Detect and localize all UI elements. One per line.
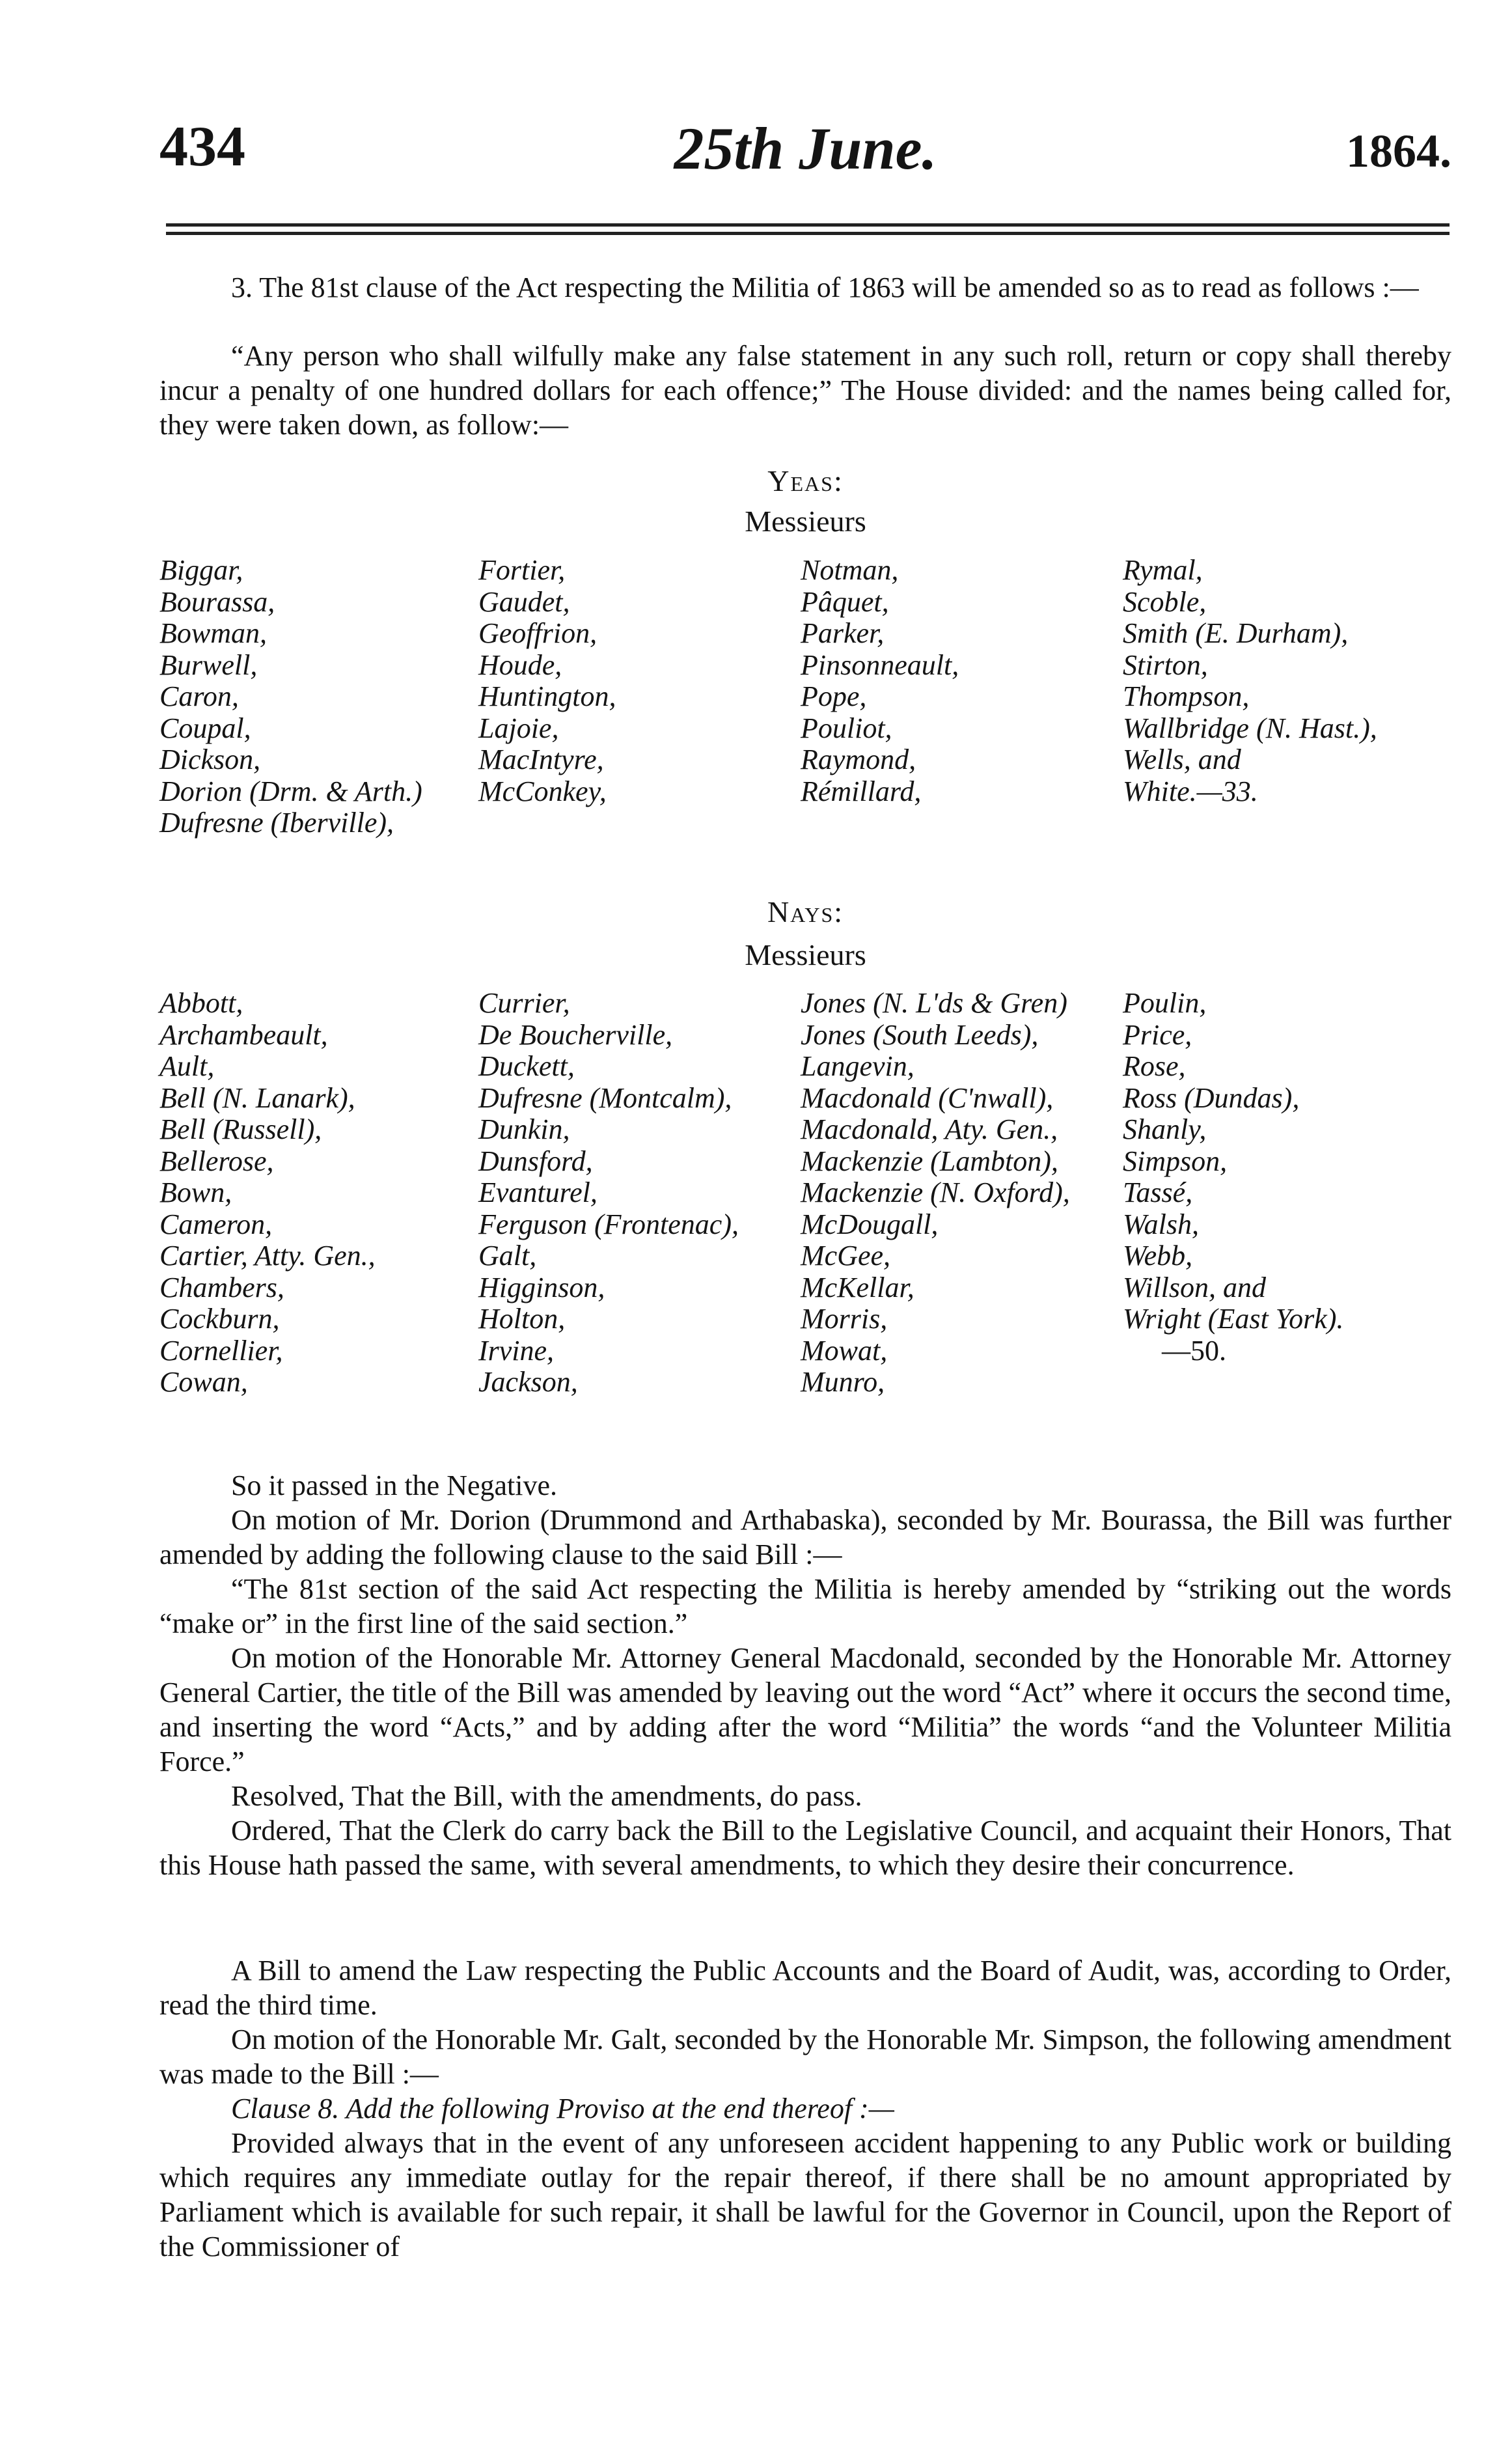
nay-name: Jackson, xyxy=(478,1366,578,1398)
yea-name: Lajoie, xyxy=(478,712,559,744)
nay-name: Rose, xyxy=(1123,1050,1186,1082)
nay-name: Jones (South Leeds), xyxy=(801,1018,1039,1051)
yea-name: Pinsonneault, xyxy=(801,648,959,681)
nay-name: Currier, xyxy=(478,987,570,1019)
nay-name: Wright (East York). xyxy=(1123,1303,1344,1335)
nay-name: Morris, xyxy=(801,1303,888,1335)
yea-name: Caron, xyxy=(159,680,239,712)
nay-name: Evanturel, xyxy=(478,1176,598,1208)
resolved-paragraph: Resolved, That the Bill, with the amendments, do pass. xyxy=(231,1780,862,1812)
nay-name: Price, xyxy=(1123,1018,1192,1051)
nay-name: Cornellier, xyxy=(159,1334,283,1367)
nay-name: Dufresne (Montcalm), xyxy=(478,1081,732,1114)
nay-name: Tassé, xyxy=(1123,1176,1193,1208)
nay-name: Bell (N. Lanark), xyxy=(159,1081,355,1114)
negative-result: So it passed in the Negative. xyxy=(231,1469,558,1501)
yea-name: Dorion (Drm. & Arth.) xyxy=(159,775,422,807)
yea-name: MacIntyre, xyxy=(478,744,604,775)
yea-name: Huntington, xyxy=(478,680,616,712)
nay-name: Cameron, xyxy=(159,1208,273,1240)
nays-column-3 xyxy=(801,988,1070,1399)
yea-name: Rémillard, xyxy=(801,775,922,807)
nay-name: Abbott, xyxy=(159,987,243,1019)
ordered-paragraph: Ordered, That the Clerk do carry back the Bill to the Legislative Council, and acquaint their Honors, That this House hath passed the same, with several amendments, to which they desire their concurrence. xyxy=(159,1815,1451,1881)
nay-name: Jones (N. L'ds & Gren) xyxy=(801,987,1067,1019)
nay-total: —50. xyxy=(1162,1334,1226,1367)
nay-name: Poulin, xyxy=(1123,987,1207,1019)
page-number: 434 xyxy=(159,115,245,178)
yea-name: Houde, xyxy=(478,648,562,681)
yea-name: McConkey, xyxy=(478,775,607,807)
nays-messieurs: Messieurs xyxy=(745,938,866,971)
yea-name: Parker, xyxy=(801,617,885,649)
yea-name: Smith (E. Durham), xyxy=(1123,617,1349,649)
nay-name: Dunsford, xyxy=(478,1145,593,1177)
nay-name: Higginson, xyxy=(478,1271,605,1303)
nays-column-4 xyxy=(1123,988,1343,1367)
yea-name: Biggar, xyxy=(159,554,243,586)
public-accounts-bill-paragraph: A Bill to amend the Law respecting the Public Accounts and the Board of Audit, was, according to Order, read the third time. xyxy=(159,1955,1451,2021)
clause-8-paragraph: Clause 8. Add the following Proviso at the end thereof :— xyxy=(231,2093,894,2124)
nay-name: Macdonald, Aty. Gen., xyxy=(801,1113,1058,1145)
nay-name: McGee, xyxy=(801,1240,891,1272)
yea-name: Pâquet, xyxy=(801,585,889,618)
yea-name: Coupal, xyxy=(159,712,251,744)
nay-name: Irvine, xyxy=(478,1334,555,1367)
nay-name: Cockburn, xyxy=(159,1303,280,1335)
nay-name: Shanly, xyxy=(1123,1113,1207,1145)
nay-name: McKellar, xyxy=(801,1271,914,1303)
yea-name: Bowman, xyxy=(159,617,267,649)
nay-name: Munro, xyxy=(801,1366,885,1398)
nay-name: Duckett, xyxy=(478,1050,575,1082)
nay-name: Willson, and xyxy=(1123,1271,1267,1303)
yeas-heading: Yeas: xyxy=(767,464,844,497)
page-header xyxy=(159,114,1451,192)
yeas-column-1 xyxy=(159,555,422,839)
yea-name: Gaudet, xyxy=(478,585,570,618)
nay-name: Simpson, xyxy=(1123,1145,1228,1177)
page-year: 1864. xyxy=(1346,125,1451,177)
nay-name: Bellerose, xyxy=(159,1145,274,1177)
nay-name: McDougall, xyxy=(801,1208,939,1240)
nays-heading: Nays: xyxy=(767,895,844,928)
nay-name: Holton, xyxy=(478,1303,566,1335)
nay-name: Mowat, xyxy=(801,1334,888,1367)
clause-paragraph: 3. The 81st clause of the Act respecting the Militia of 1863 will be amended so as to read as follows :— xyxy=(231,271,1419,303)
yea-name: Wells, and xyxy=(1123,744,1241,775)
yea-name: Dufresne (Iberville), xyxy=(159,807,394,839)
yea-name: Dickson, xyxy=(159,744,261,775)
nay-name: Cowan, xyxy=(159,1366,248,1398)
nay-name: Ferguson (Frontenac), xyxy=(478,1208,739,1240)
yeas-messieurs: Messieurs xyxy=(745,505,866,538)
nay-name: Mackenzie (N. Oxford), xyxy=(801,1176,1070,1208)
nays-column-2 xyxy=(478,988,739,1399)
yea-name: Stirton, xyxy=(1123,648,1208,681)
yea-name: White.—33. xyxy=(1123,775,1258,807)
yea-name: Rymal, xyxy=(1123,554,1203,586)
yea-name: Notman, xyxy=(801,554,899,586)
amendment-quote-paragraph: “Any person who shall wilfully make any false statement in any such roll, return or copy shall thereby incur a penalty of one hundred dollars for each offence;” The House divided: and the names being called for, they were taken down, as follow:— xyxy=(159,340,1451,441)
header-rule-bottom xyxy=(166,232,1450,235)
nay-name: Ross (Dundas), xyxy=(1123,1081,1300,1114)
quoted-section-paragraph: “The 81st section of the said Act respecting the Militia is hereby amended by “striking out the words “make or” in the first line of the said section.” xyxy=(159,1573,1451,1639)
nay-name: Cartier, Atty. Gen., xyxy=(159,1240,376,1272)
nay-name: Chambers, xyxy=(159,1271,284,1303)
nay-name: Bown, xyxy=(159,1176,232,1208)
yea-name: Raymond, xyxy=(801,744,916,775)
nay-name: Mackenzie (Lambton), xyxy=(801,1145,1058,1177)
nays-column-1 xyxy=(159,988,376,1399)
nay-name: Galt, xyxy=(478,1240,537,1272)
nay-name: De Boucherville, xyxy=(478,1018,673,1051)
nay-name: Macdonald (C'nwall), xyxy=(801,1081,1054,1114)
yea-name: Fortier, xyxy=(478,554,566,586)
nay-name: Archambeault, xyxy=(159,1018,328,1051)
nay-name: Walsh, xyxy=(1123,1208,1199,1240)
yea-name: Geoffrion, xyxy=(478,617,598,649)
yea-name: Scoble, xyxy=(1123,585,1207,618)
motion-dorion-paragraph: On motion of Mr. Dorion (Drummond and Arthabaska), seconded by Mr. Bourassa, the Bill was further amended by adding the following clause to the said Bill :— xyxy=(159,1504,1451,1570)
yea-name: Pope, xyxy=(801,680,867,712)
page-date: 25th June. xyxy=(674,115,937,182)
yeas-column-4 xyxy=(1123,555,1377,807)
yea-name: Pouliot, xyxy=(801,712,892,744)
nay-name: Langevin, xyxy=(801,1050,914,1082)
motion-title-amendment-paragraph: On motion of the Honorable Mr. Attorney General Macdonald, seconded by the Honorable Mr. Attorney General Cartier, the title of the Bill was amended by leaving out the word “Act” where it occurs the second time, and inserting the word “Acts,” and by adding after the word “Militia” the words “and the Volunteer Militia Force.” xyxy=(159,1642,1451,1777)
yea-name: Burwell, xyxy=(159,648,258,681)
nay-name: Bell (Russell), xyxy=(159,1113,322,1145)
proviso-paragraph: Provided always that in the event of any unforeseen accident happening to any Public work or building which requires any immediate outlay for the repair thereof, if there shall be no amount appropriated by Parliament which is available for such repair, it shall be lawful for the Governor in Council, upon the Report of the Commissioner of xyxy=(159,2127,1451,2262)
nay-name: Ault, xyxy=(159,1050,215,1082)
header-rule-top xyxy=(166,223,1450,227)
yeas-column-2 xyxy=(478,555,616,807)
yea-name: Bourassa, xyxy=(159,585,275,618)
motion-galt-paragraph: On motion of the Honorable Mr. Galt, seconded by the Honorable Mr. Simpson, the following amendment was made to the Bill :— xyxy=(159,2024,1451,2090)
nay-name: Dunkin, xyxy=(478,1113,570,1145)
nay-name: Webb, xyxy=(1123,1240,1193,1272)
yea-name: Thompson, xyxy=(1123,680,1250,712)
yea-name: Wallbridge (N. Hast.), xyxy=(1123,712,1377,744)
yeas-column-3 xyxy=(801,555,959,807)
